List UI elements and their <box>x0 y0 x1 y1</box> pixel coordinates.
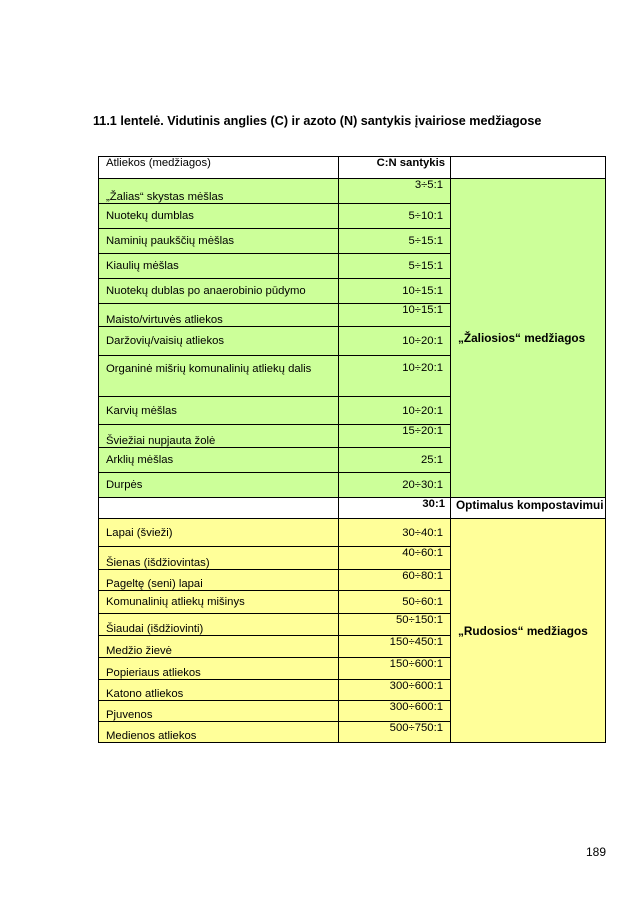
material-name: Pjuvenos <box>99 701 339 722</box>
cn-value: 3÷5:1 <box>339 179 451 204</box>
material-name: Arklių mėšlas <box>99 448 339 473</box>
cn-value: 5÷15:1 <box>339 229 451 254</box>
material-name: Organinė mišrių komunalinių atliekų dalis <box>99 356 339 397</box>
cn-value: 10÷20:1 <box>339 327 451 356</box>
cn-value: 10÷20:1 <box>339 397 451 425</box>
material-name: Medienos atliekos <box>99 722 339 743</box>
cn-value: 15÷20:1 <box>339 425 451 448</box>
table-row <box>99 519 606 547</box>
material-name: Šienas (išdžiovintas) <box>99 547 339 570</box>
header-blank <box>451 157 606 179</box>
material-name: Nuotekų dublas po anaerobinio pūdymo <box>99 279 339 304</box>
optimal-value: 30:1 <box>339 498 451 519</box>
material-name: Katono atliekos <box>99 680 339 701</box>
cn-value: 30÷40:1 <box>339 519 451 547</box>
cn-ratio-table <box>98 156 606 743</box>
green-group-label: „Žaliosios“ medžiagos <box>451 179 606 498</box>
cn-value: 300÷600:1 <box>339 701 451 722</box>
cn-value: 10÷15:1 <box>339 279 451 304</box>
header-materials: Atliekos (medžiagos) <box>99 157 339 179</box>
material-name: Durpės <box>99 473 339 498</box>
table-header-row <box>99 157 606 179</box>
material-name: Maisto/virtuvės atliekos <box>99 304 339 327</box>
material-name: Medžio žievė <box>99 636 339 658</box>
cn-value: 50÷60:1 <box>339 591 451 614</box>
material-name: Kiaulių mėšlas <box>99 254 339 279</box>
material-name: Karvių mėšlas <box>99 397 339 425</box>
table-row <box>99 179 606 204</box>
material-name: Naminių paukščių mėšlas <box>99 229 339 254</box>
material-name: Lapai (švieži) <box>99 519 339 547</box>
cn-value: 5÷10:1 <box>339 204 451 229</box>
cn-value: 25:1 <box>339 448 451 473</box>
cn-value: 20÷30:1 <box>339 473 451 498</box>
table-caption: 11.1 lentelė. Vidutinis anglies (C) ir azoto (N) santykis įvairiose medžiagose <box>93 114 542 128</box>
material-name: Šiaudai (išdžiovinti) <box>99 614 339 636</box>
header-cn-ratio: C:N santykis <box>339 157 451 179</box>
optimal-blank <box>99 498 339 519</box>
material-name: „Žalias“ skystas mėšlas <box>99 179 339 204</box>
material-name: Pageltę (seni) lapai <box>99 570 339 591</box>
material-name: Komunalinių atliekų mišinys <box>99 591 339 614</box>
brown-group-label: „Rudosios“ medžiagos <box>451 519 606 743</box>
cn-value: 5÷15:1 <box>339 254 451 279</box>
cn-value: 10÷20:1 <box>339 356 451 397</box>
cn-value: 500÷750:1 <box>339 722 451 743</box>
page-number: 189 <box>586 845 607 859</box>
material-name: Daržovių/vaisių atliekos <box>99 327 339 356</box>
optimal-label: Optimalus kompostavimui <box>451 498 606 519</box>
optimal-row <box>99 498 606 519</box>
cn-value: 50÷150:1 <box>339 614 451 636</box>
cn-value: 10÷15:1 <box>339 304 451 327</box>
cn-value: 60÷80:1 <box>339 570 451 591</box>
material-name: Nuotekų dumblas <box>99 204 339 229</box>
cn-value: 150÷600:1 <box>339 658 451 680</box>
cn-value: 150÷450:1 <box>339 636 451 658</box>
cn-value: 300÷600:1 <box>339 680 451 701</box>
material-name: Popieriaus atliekos <box>99 658 339 680</box>
material-name: Šviežiai nupjauta žolė <box>99 425 339 448</box>
cn-value: 40÷60:1 <box>339 547 451 570</box>
